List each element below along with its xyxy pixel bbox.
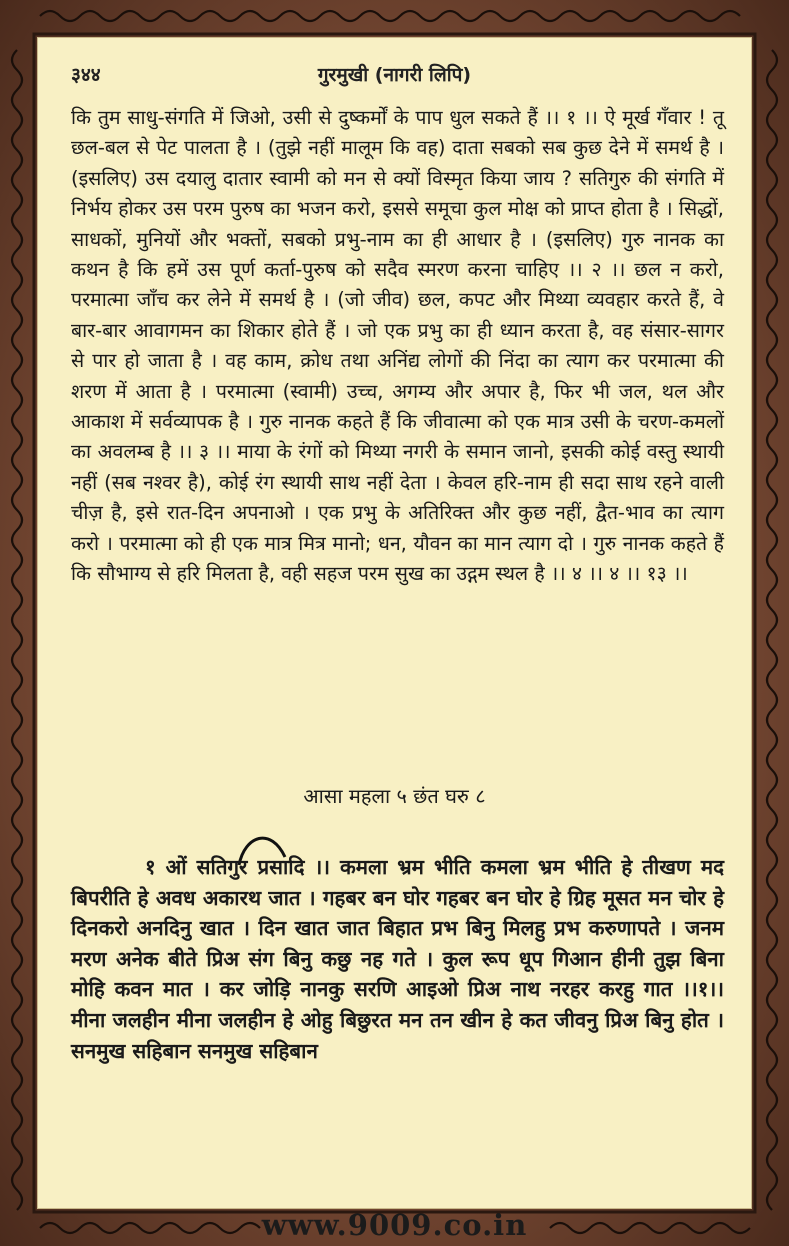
section-heading: आसा महला ५ छंत घरु ८ xyxy=(303,784,486,808)
scripture-paragraph: १ ओं सतिगुर प्रसादि ।। कमला भ्रम भीति कमला भ्रम भीति हे तीखण मद बिपरीति हे अवध अकारथ जात । गहबर बन घोर गहबर बन घोर हे ग्रिह मूसत मन चोर हे दिनकरो अनदिनु खात । दिन खात जात बिहात प्रभ बिनु मिलहु प्रभ करुणापते । जनम मरण अनेक बीते प्रिअ संग बिनु कछु नह गते । कुल रूप धूप गिआन हीनी तुझ बिना मोहि कवन मात । कर जोड़ि नानकु सरणि आइओ प्रिअ नाथ नरहर करहु गात ।।१।। मीना जलहीन मीना जलहीन हे ओहु बिछुरत मन तन खीन हे कत जीवनु प्रिअ बिनु होत । सनमुख सहिबान सनमुख सहिबान xyxy=(71,855,724,1063)
scripture-text xyxy=(71,852,724,1066)
website-url: www.9009.co.in xyxy=(261,1208,528,1242)
commentary-text xyxy=(71,103,724,590)
book-page xyxy=(37,37,752,1209)
page-number: ३४४ xyxy=(71,64,101,86)
page-title: गुरमुखी (नागरी लिपि) xyxy=(317,64,472,86)
page-header xyxy=(71,61,718,89)
commentary-paragraph: कि तुम साधु-संगति में जिओ, उसी से दुष्कर्मों के पाप धुल सकते हैं ।। १ ।। ऐ मूर्ख गँवार ! तू छल-बल से पेट पालता है । (तुझे नहीं मालूम कि वह) दाता सबको सब कुछ देने में समर्थ है । (इसलिए) उस दयालु दातार स्वामी को मन से क्यों विस्मृत किया जाय ? सतिगुरु की संगति में निर्भय होकर उस परम पुरुष का भजन करो, इससे समूचा कुल मोक्ष को प्राप्त होता है । सिद्धों, साधकों, मुनियों और भक्तों, सबको प्रभु-नाम का ही आधार है । (इसलिए) गुरु नानक का कथन है कि हमें उस पूर्ण कर्ता-पुरुष को सदैव स्मरण करना चाहिए ।। २ ।। छल न करो, परमात्मा जाँच कर लेने में समर्थ है । (जो जीव) छल, कपट और मिथ्या व्यवहार करते हैं, वे बार-बार आवागमन का शिकार होते हैं । जो एक प्रभु का ही ध्यान करता है, वह संसार-सागर से पार हो जाता है । वह काम, क्रोध तथा अनिंद्य लोगों की निंदा का त्याग कर परमात्मा की शरण में आता है । परमात्मा (स्वामी) उच्च, अगम्य और अपार है, फिर भी जल, थल और आकाश में सर्वव्यापक है । गुरु नानक कहते हैं कि जीवात्मा को एक मात्र उसी के चरण-कमलों का अवलम्ब है ।। ३ ।। माया के रंगों को मिथ्या नगरी के समान जानो, इसकी कोई वस्तु स्थायी नहीं (सब नश्वर है), कोई रंग स्थायी साथ नहीं देता । केवल हरि-नाम ही सदा साथ रहने वाली चीज़ है, इसे रात-दिन अपनाओ । एक प्रभु के अतिरिक्त और कुछ नहीं, द्वैत-भाव का त्याग करो । परमात्मा को ही एक मात्र मित्र मानो; धन, यौवन का मान त्याग दो । गुरु नानक कहते हैं कि सौभाग्य से हरि मिलता है, वही सहज परम सुख का उद्गम स्थल है ।। ४ ।। ४ ।। १३ ।। xyxy=(71,106,724,586)
